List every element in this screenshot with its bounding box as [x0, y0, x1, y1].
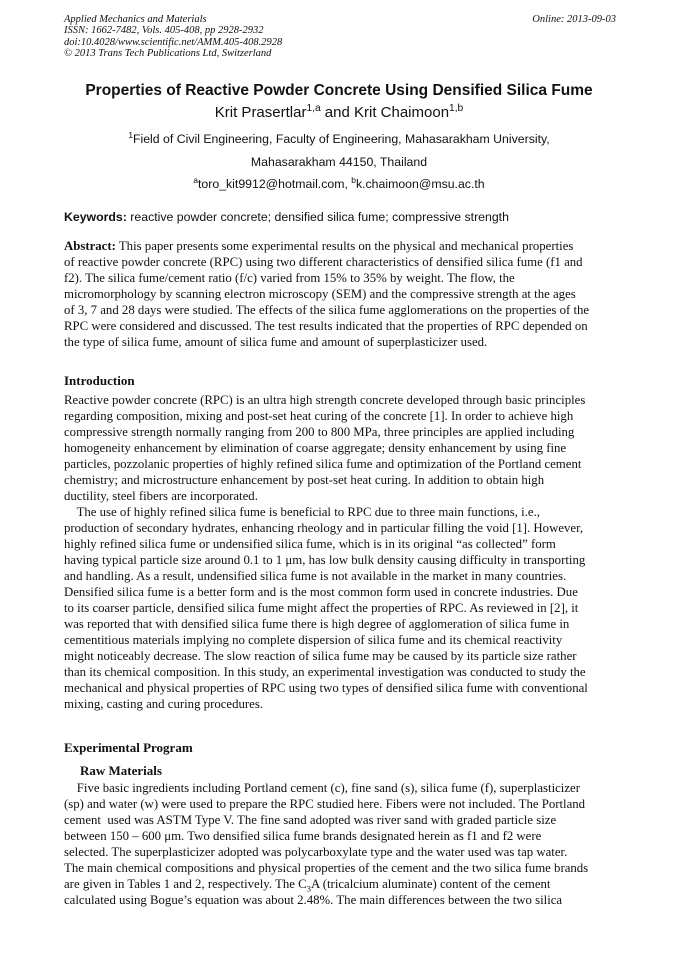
- author-1: Krit Prasertlar: [214, 104, 307, 121]
- email-line: [0, 174, 678, 191]
- body-line: mechanical and physical properties of RPC using two types of densified silica fume with conventional: [64, 681, 588, 695]
- abstract-line: micromorphology by scanning electron microscopy (SEM) and the compressive strength at the ages: [64, 287, 576, 301]
- online-date: Online: 2013-09-03: [532, 14, 616, 25]
- abstract-line: f2). The silica fume/cement ratio (f/c) varied from 15% to 35% by weight. The flow, the: [64, 271, 515, 285]
- journal-name: Applied Mechanics and Materials: [64, 14, 207, 25]
- body-line: to its coarser particle, densified silica fume might affect the properties of RPC. As reviewed in [2], it: [64, 601, 579, 615]
- subscript: 3: [306, 883, 311, 894]
- email-a-mark: a: [193, 174, 198, 185]
- abstract-line: the type of silica fume, amount of silica fume and amount of superplasticizer used.: [64, 335, 488, 349]
- doi-line: doi:10.4028/www.scientific.net/AMM.405-408.2928: [64, 36, 283, 48]
- body-line: and handling. As a result, undensified silica fume is not available in the market in many countries.: [64, 569, 567, 583]
- keywords-label: Keywords:: [64, 210, 127, 224]
- copyright-line: © 2013 Trans Tech Publications Ltd, Switzerland: [64, 48, 272, 60]
- body-line: selected. The superplasticizer adopted was polycarboxylate type and the water used was tap water.: [64, 845, 568, 859]
- body-line: calculated using Bogue’s equation was about 2.48%. The main differences between the two silica: [64, 893, 563, 907]
- affiliation-text: Field of Civil Engineering, Faculty of Engineering, Mahasarakham University,: [132, 132, 550, 146]
- paper-title: Properties of Reactive Powder Concrete Using Densified Silica Fume: [85, 82, 593, 99]
- introduction-paragraph-1: [64, 392, 616, 504]
- body-line: than its chemical composition. In this study, an experimental investigation was conducted to study the: [64, 665, 586, 679]
- body-line: was reported that with densified silica fume there is high degree of agglomeration of silica fume in: [64, 617, 570, 631]
- body-line: are given in Tables 1 and 2, respectively. The $C_3A$ (tricalcium aluminate) content of the cement: [64, 877, 551, 894]
- body-line: The main chemical compositions and physical properties of the cement and the two silica fume brands: [64, 861, 589, 875]
- body-line: having typical particle size around 0.1 to 1 μm, has low bulk density causing difficulty in transporting: [64, 553, 586, 567]
- abstract-line: Abstract: This paper presents some experimental results on the physical and mechanical properties: [64, 239, 574, 253]
- body-line: between 150 – 600 μm. Two densified silica fume brands designated herein as f1 and f2 were: [64, 829, 542, 843]
- introduction-heading: Introduction: [64, 373, 135, 388]
- body-line: Densified silica fume is a better form and is the most common form used in concrete industries. Due: [64, 585, 578, 599]
- author-2-affiliation-mark: 1,b: [449, 103, 464, 114]
- introduction-paragraph-2: [64, 504, 616, 712]
- body-line: production of secondary hydrates, enhancing rheology and in particular filling the void [1]. However,: [64, 521, 584, 535]
- body-line: compressive strength normally ranging from 200 to 800 MPa, three principles are applied including: [64, 425, 575, 439]
- experimental-heading: Experimental Program: [64, 740, 193, 755]
- body-line: cement used was ASTM Type V. The fine sand adopted was river sand with graded particle size: [64, 813, 557, 827]
- body-line: The use of highly refined silica fume is beneficial to RPC due to three main functions, i.e.,: [64, 505, 540, 519]
- author-conjunction: and: [320, 104, 354, 121]
- raw-materials-subheading: Raw Materials: [80, 763, 162, 778]
- affiliation-line-1: [0, 129, 678, 146]
- keywords-text: reactive powder concrete; densified silica fume; compressive strength: [126, 210, 509, 224]
- body-line: chemistry; and microstructure enhancement by post-set heat curing. In addition to obtain high: [64, 473, 545, 487]
- body-line: highly refined silica fume or undensified silica fume, which is in its original “as collected” form: [64, 537, 556, 551]
- body-line: Reactive powder concrete (RPC) is an ultra high strength concrete developed through basic principles: [64, 393, 586, 407]
- keywords: [64, 210, 616, 224]
- author-1-affiliation-mark: 1,a: [306, 103, 321, 114]
- body-line: cementitious materials implying no complete dispersion of silica fume and its chemical reactivity: [64, 633, 563, 647]
- abstract: [64, 238, 616, 350]
- author-2: Krit Chaimoon: [354, 104, 450, 121]
- abstract-line: of 3, 7 and 28 days were studied. The effects of the silica fume agglomerations on the properties of the: [64, 303, 590, 317]
- email-b: k.chaimoon@msu.ac.th: [355, 177, 485, 191]
- email-b-mark: b: [351, 174, 356, 185]
- body-line: (sp) and water (w) were used to prepare the RPC studied here. Fibers were not included. The Portland: [64, 797, 586, 811]
- body-line: mixing, casting and curing procedures.: [64, 697, 264, 711]
- abstract-label: Abstract:: [64, 239, 116, 253]
- abstract-line: of reactive powder concrete (RPC) using two different characteristics of densified silica fume (f1 and: [64, 255, 583, 269]
- author-list: [0, 104, 678, 121]
- affiliation-mark: 1: [128, 129, 133, 140]
- abstract-line: RPC were considered and discussed. The test results indicated that the properties of RPC depended on: [64, 319, 588, 333]
- body-line: ductility, steel fibers are incorporated.: [64, 489, 258, 503]
- body-line: might noticeably decrease. The slow reaction of silica fume may be caused by its particle size rather: [64, 649, 577, 663]
- email-a: toro_kit9912@hotmail.com,: [198, 177, 352, 191]
- body-line: homogeneity enhancement by elimination of coarse aggregate; density enhancement by using fine: [64, 441, 567, 455]
- body-line: Five basic ingredients including Portland cement (c), fine sand (s), silica fume (f), superplasticizer: [64, 781, 580, 795]
- issn-line: ISSN: 1662-7482, Vols. 405-408, pp 2928-2932: [64, 25, 264, 37]
- body-line: regarding composition, mixing and post-set heat curing of the concrete [1]. In order to achieve high: [64, 409, 574, 423]
- affiliation-line-2: Mahasarakham 44150, Thailand: [250, 155, 428, 169]
- body-line: particles, pozzolanic properties of highly refined silica fume and optimization of the Portland cement: [64, 457, 582, 471]
- raw-materials-paragraph: [64, 780, 616, 908]
- journal-header: [64, 14, 616, 60]
